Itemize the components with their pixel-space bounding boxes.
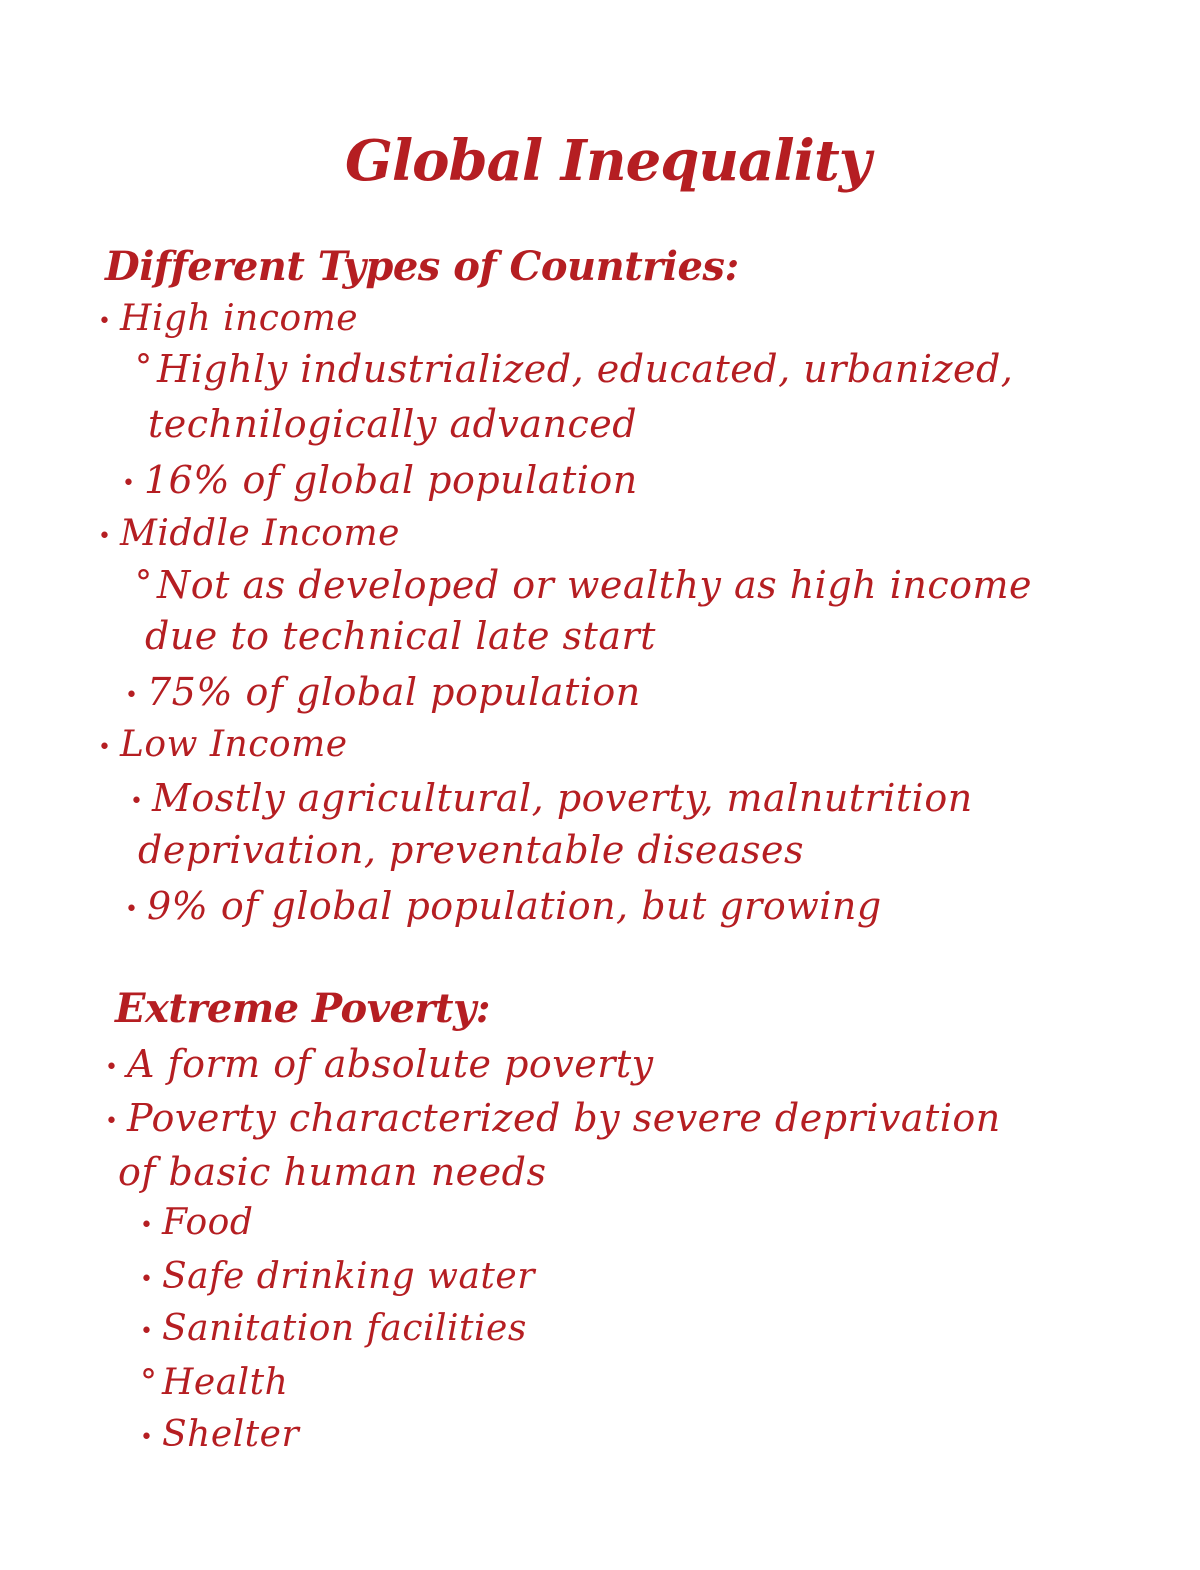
section-heading-country-types: Different Types of Countries:	[105, 243, 739, 290]
list-item-poverty-definition-cont: of basic human needs	[118, 1150, 547, 1194]
list-item-poverty-definition	[105, 1096, 1001, 1140]
list-item-text: Health	[162, 1362, 289, 1403]
list-item-middle-income-desc-cont: due to technical late start	[145, 614, 656, 658]
list-item-label: Low Income	[120, 724, 348, 765]
sub-bullet-icon	[135, 563, 157, 607]
list-item-absolute-poverty	[105, 1042, 654, 1086]
list-item-need-shelter	[140, 1414, 299, 1455]
list-item-text: Highly industrialized, educated, urbanized,	[157, 347, 1014, 391]
sub-bullet-icon	[122, 458, 144, 502]
bullet-icon	[98, 724, 120, 765]
bullet-icon	[105, 1042, 127, 1086]
list-item-low-income	[98, 724, 348, 765]
sub-bullet-icon	[135, 347, 157, 391]
list-item-need-health	[140, 1362, 288, 1403]
list-item-text: Safe drinking water	[162, 1256, 535, 1297]
list-item-text: Mostly agricultural, poverty, malnutrition	[152, 776, 973, 820]
list-item-text: 16% of global population	[144, 458, 638, 502]
list-item-text: Shelter	[162, 1414, 300, 1455]
list-item-low-income-pop	[125, 884, 882, 928]
list-item-low-income-desc	[130, 776, 973, 820]
list-item-text: Poverty characterized by severe deprivation	[127, 1096, 1001, 1140]
sub-bullet-icon	[140, 1308, 162, 1349]
list-item-text: Food	[162, 1202, 254, 1243]
list-item-middle-income-pop	[125, 670, 641, 714]
list-item-middle-income-desc	[135, 563, 1032, 607]
list-item-middle-income	[98, 513, 400, 554]
sub-bullet-icon	[140, 1256, 162, 1297]
list-item-high-income-pop	[122, 458, 638, 502]
list-item-need-water	[140, 1256, 535, 1297]
section-heading-extreme-poverty: Extreme Poverty:	[115, 985, 490, 1032]
list-item-high-income	[98, 298, 358, 339]
sub-bullet-icon	[125, 670, 147, 714]
sub-bullet-icon	[130, 776, 152, 820]
list-item-label: Middle Income	[120, 513, 400, 554]
sub-bullet-icon	[125, 884, 147, 928]
bullet-icon	[98, 513, 120, 554]
sub-bullet-icon	[140, 1414, 162, 1455]
list-item-text: Sanitation facilities	[162, 1308, 527, 1349]
list-item-high-income-desc	[135, 347, 1013, 391]
list-item-text: A form of absolute poverty	[127, 1042, 654, 1086]
sub-bullet-icon	[140, 1202, 162, 1243]
list-item-text: 9% of global population, but growing	[147, 884, 882, 928]
bullet-icon	[105, 1096, 127, 1140]
list-item-need-sanitation	[140, 1308, 527, 1349]
list-item-text: 75% of global population	[147, 670, 641, 714]
list-item-low-income-desc-cont: deprivation, preventable diseases	[138, 828, 805, 872]
list-item-need-food	[140, 1202, 253, 1243]
list-item-high-income-desc-cont: technilogically advanced	[148, 402, 638, 446]
sub-bullet-icon	[140, 1362, 162, 1403]
page-title: Global Inequality	[345, 128, 871, 194]
bullet-icon	[98, 298, 120, 339]
list-item-text: Not as developed or wealthy as high income	[157, 563, 1033, 607]
list-item-label: High income	[120, 298, 359, 339]
